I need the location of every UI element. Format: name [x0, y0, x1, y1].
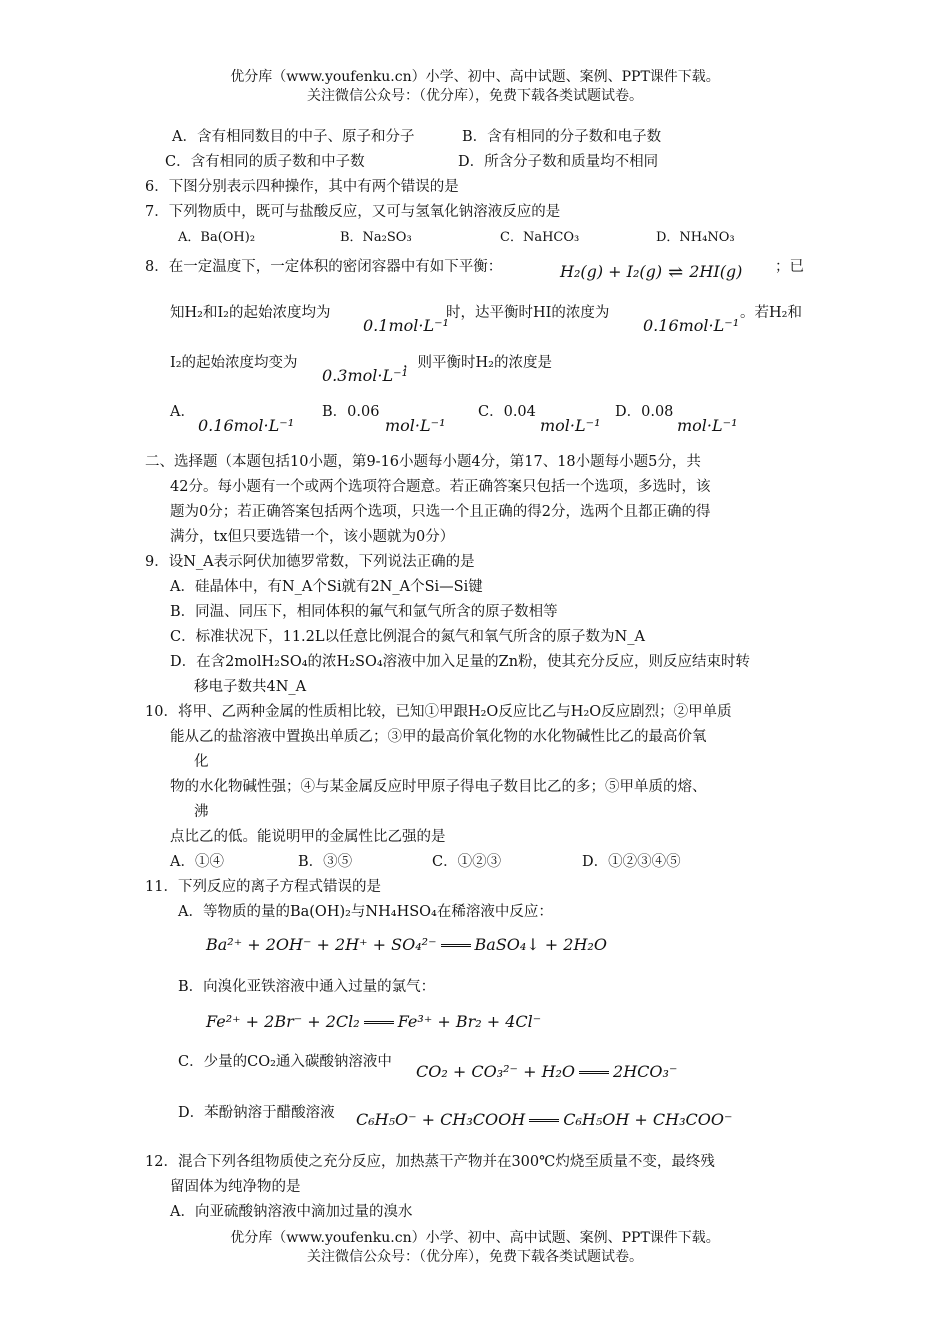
q8-option-b-label: B．0.06 [322, 404, 380, 420]
q11-option-d: D．苯酚钠溶于醋酸溶液 [178, 1105, 335, 1121]
q11-eq-c-right: 2HCO₃⁻ [613, 1062, 678, 1081]
section2-line-3: 题为0分；若正确答案包括两个选项，只选一个且正确的得2分，选两个且都正确的得 [170, 504, 711, 520]
q8-conc-new: 0.3mol·L⁻¹ [322, 366, 408, 385]
q11-eq-c-left: CO₂ + CO₃²⁻ + H₂O [416, 1062, 576, 1081]
q11-eq-b-left: Fe²⁺ + 2Br⁻ + 2Cl₂ [206, 1012, 360, 1031]
q10-line-5: 沸 [194, 804, 209, 820]
section2-line-2: 42分。每小题有一个或两个选项符合题意。若正确答案只包括一个选项，多选时，该 [170, 479, 711, 495]
q7-option-b: B．Na₂SO₃ [340, 230, 412, 245]
q9-option-a: A．硅晶体中，有N_A个Si就有2N_A个Si—Si键 [170, 579, 483, 595]
q11-question: 11．下列反应的离子方程式错误的是 [145, 879, 381, 895]
equals-sign-icon [364, 1021, 394, 1024]
q8-option-d-label: D．0.08 [615, 404, 674, 420]
q7-option-a: A．Ba(OH)₂ [178, 230, 256, 245]
q9-option-d-line-2: 移电子数共4N_A [194, 679, 307, 695]
section2-line-1: 二、选择题（本题包括10小题，第9-16小题每小题4分，第17、18小题每小题5分，共 [145, 454, 701, 470]
header-line-1: 优分库（www.youfenku.cn）小学、初中、高中试题、案例、PPT课件下载。 [230, 69, 720, 85]
q7-option-d: D．NH₄NO₃ [656, 230, 735, 245]
q8-option-a-value: 0.16mol·L⁻¹ [198, 416, 295, 435]
q9-option-c: C．标准状况下，11.2L以任意比例混合的氮气和氧气所含的原子数为N_A [170, 629, 645, 645]
q10-line-6: 点比乙的低。能说明甲的金属性比乙强的是 [170, 829, 446, 845]
q11-option-b: B．向溴化亚铁溶液中通入过量的氯气： [178, 979, 436, 995]
footer-line-1: 优分库（www.youfenku.cn）小学、初中、高中试题、案例、PPT课件下载。 [230, 1230, 720, 1246]
q10-line-4: 物的水化物碱性强；④与某金属反应时甲原子得电子数目比乙的多；⑤甲单质的熔、 [170, 779, 707, 795]
equals-sign-icon [529, 1119, 559, 1122]
q9-option-b: B．同温、同压下，相同体积的氟气和氩气所含的原子数相等 [170, 604, 558, 620]
q5-option-c: C．含有相同的质子数和中子数 [165, 154, 365, 170]
q11-eq-d-right: C₆H₅OH + CH₃COO⁻ [563, 1110, 733, 1129]
q5-option-b: B．含有相同的分子数和电子数 [462, 129, 662, 145]
q9-question: 9．设N_A表示阿伏加德罗常数，下列说法正确的是 [145, 554, 475, 570]
q8-option-c-label: C．0.04 [478, 404, 536, 420]
q8-line3-a: I₂的起始浓度均变为 [170, 355, 298, 371]
equals-sign-icon [579, 1071, 609, 1074]
q8-line2-a: 知H₂和I₂的起始浓度均为 [170, 305, 331, 321]
q10-line-2: 能从乙的盐溶液中置换出单质乙；③甲的最高价氧化物的水化物碱性比乙的最高价氧 [170, 729, 707, 745]
q8-option-c-unit: mol·L⁻¹ [540, 416, 601, 435]
q8-option-b-unit: mol·L⁻¹ [385, 416, 446, 435]
q11-eq-b-right: Fe³⁺ + Br₂ + 4Cl⁻ [397, 1012, 542, 1031]
q7-question: 7．下列物质中，既可与盐酸反应，又可与氢氧化钠溶液反应的是 [145, 204, 561, 220]
equals-sign-icon [441, 944, 471, 947]
q9-option-d-line-1: D．在含2molH₂SO₄的浓H₂SO₄溶液中加入足量的Zn粉，使其充分反应，则反应结束时转 [170, 654, 751, 670]
q11-option-a: A．等物质的量的Ba(OH)₂与NH₄HSO₄在稀溶液中反应： [178, 904, 553, 920]
q8-conc-initial: 0.1mol·L⁻¹ [363, 316, 449, 335]
q11-eq-d-left: C₆H₅O⁻ + CH₃COOH [356, 1110, 526, 1129]
section2-line-4: 满分，tx但只要选错一个，该小题就为0分） [170, 529, 455, 545]
q10-option-b: B．③⑤ [298, 854, 353, 870]
q12-line-2: 留固体为纯净物的是 [170, 1179, 301, 1195]
q8-option-d-unit: mol·L⁻¹ [677, 416, 738, 435]
q11-equation-a [206, 935, 607, 954]
q8-question: 8．在一定温度下，一定体积的密闭容器中有如下平衡： [145, 259, 503, 275]
q12-option-a: A．向亚硫酸钠溶液中滴加过量的溴水 [170, 1204, 413, 1220]
q11-equation-b [206, 1012, 541, 1031]
q8-line2-c: 。若H₂和 [740, 305, 802, 321]
q11-equation-c [416, 1062, 677, 1081]
q8-line2-b: 时，达平衡时HI的浓度为 [446, 305, 610, 321]
q11-equation-d [356, 1110, 732, 1129]
q8-text-tail: ；已 [775, 259, 804, 275]
q11-option-c: C．少量的CO₂通入碳酸钠溶液中 [178, 1054, 392, 1070]
q10-option-d: D．①②③④⑤ [582, 854, 681, 870]
q10-line-3: 化 [194, 754, 209, 770]
q8-eq-right: 2HI(g) [689, 262, 743, 281]
q6-question: 6．下图分别表示四种操作，其中有两个错误的是 [145, 179, 459, 195]
q11-eq-a-left: Ba²⁺ + 2OH⁻ + 2H⁺ + SO₄²⁻ [206, 935, 437, 954]
q8-option-a-label: A． [170, 404, 195, 420]
q8-conc-hi: 0.16mol·L⁻¹ [643, 316, 740, 335]
q8-eq-left: H₂(g) + I₂(g) [560, 262, 663, 281]
equilibrium-arrows-icon: ⇌ [668, 262, 684, 283]
q8-line3-b: ，则平衡时H₂的浓度是 [403, 355, 552, 371]
q10-line-1: 10．将甲、乙两种金属的性质相比较，已知①甲跟H₂O反应比乙与H₂O反应剧烈；②甲单质 [145, 704, 732, 720]
header-line-2: 关注微信公众号：（优分库），免费下载各类试题试卷。 [307, 88, 643, 104]
footer-line-2: 关注微信公众号：（优分库），免费下载各类试题试卷。 [307, 1249, 643, 1265]
q10-option-a: A．①④ [170, 854, 224, 870]
q7-option-c: C．NaHCO₃ [500, 230, 580, 245]
q12-line-1: 12．混合下列各组物质使之充分反应，加热蒸干产物并在300℃灼烧至质量不变，最终残 [145, 1154, 715, 1170]
q5-option-a: A．含有相同数目的中子、原子和分子 [172, 129, 415, 145]
q10-option-c: C．①②③ [432, 854, 502, 870]
q8-equilibrium [560, 262, 742, 283]
page-footer [0, 1229, 950, 1267]
q11-eq-a-right: BaSO₄↓ + 2H₂O [474, 935, 607, 954]
q5-option-d: D．所含分子数和质量均不相同 [458, 154, 659, 170]
page-header [0, 68, 950, 106]
